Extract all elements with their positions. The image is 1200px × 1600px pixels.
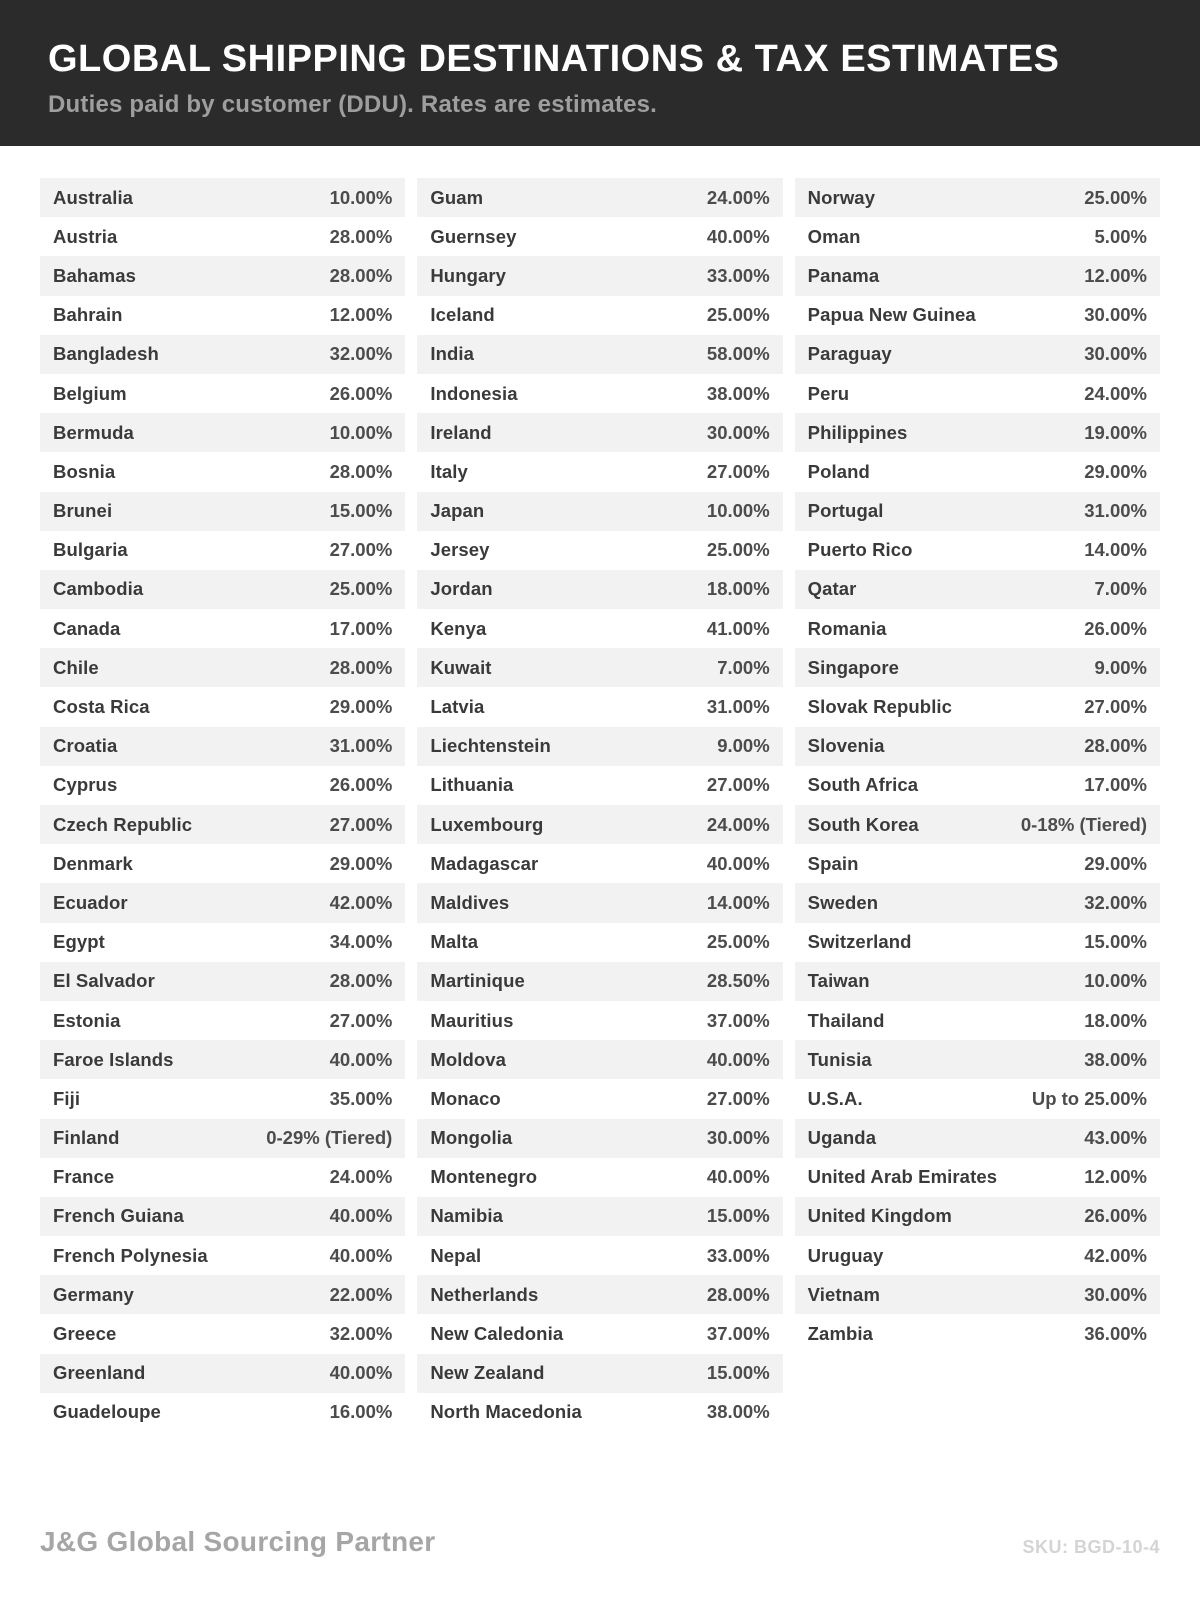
rate-value: 31.00% bbox=[1084, 500, 1147, 522]
rate-value: 0-18% (Tiered) bbox=[1020, 813, 1147, 835]
rate-value: 40.00% bbox=[706, 1166, 770, 1188]
rate-value: 26.00% bbox=[1084, 617, 1147, 639]
country-name: North Macedonia bbox=[430, 1401, 582, 1423]
rate-value: 28.00% bbox=[329, 264, 393, 286]
table-row bbox=[40, 335, 405, 374]
country-name: Oman bbox=[807, 225, 861, 247]
rate-value: 30.00% bbox=[1084, 343, 1147, 365]
rate-value: 27.00% bbox=[706, 460, 770, 482]
country-name: Bangladesh bbox=[53, 343, 159, 365]
rate-value: 12.00% bbox=[1084, 264, 1147, 286]
rates-column bbox=[795, 178, 1160, 1432]
table-row bbox=[417, 374, 782, 413]
country-name: Hungary bbox=[430, 264, 507, 286]
rate-value: 25.00% bbox=[706, 931, 770, 953]
country-name: Sweden bbox=[807, 891, 879, 913]
country-name: Lithuania bbox=[430, 774, 514, 796]
country-name: Namibia bbox=[430, 1205, 503, 1227]
country-name: New Caledonia bbox=[430, 1323, 564, 1345]
table-row bbox=[40, 883, 405, 922]
country-name: Maldives bbox=[430, 891, 510, 913]
country-name: Australia bbox=[53, 186, 134, 208]
country-name: Ireland bbox=[430, 421, 492, 443]
table-row bbox=[795, 570, 1160, 609]
country-name: Nepal bbox=[430, 1244, 482, 1266]
rate-value: 24.00% bbox=[1084, 382, 1147, 404]
table-row bbox=[795, 1197, 1160, 1236]
country-name: Guadeloupe bbox=[53, 1401, 161, 1423]
country-name: Bermuda bbox=[53, 421, 134, 443]
table-row bbox=[795, 217, 1160, 256]
table-row bbox=[795, 452, 1160, 491]
table-row bbox=[795, 374, 1160, 413]
rate-value: 40.00% bbox=[706, 1048, 770, 1070]
table-row bbox=[795, 805, 1160, 844]
country-name: Peru bbox=[807, 382, 850, 404]
country-name: Paraguay bbox=[807, 343, 892, 365]
rate-value: 32.00% bbox=[1084, 891, 1147, 913]
table-row bbox=[417, 844, 782, 883]
country-name: Iceland bbox=[430, 304, 495, 326]
table-row bbox=[40, 1393, 405, 1432]
rate-value: 15.00% bbox=[1084, 931, 1147, 953]
table-row bbox=[417, 256, 782, 295]
rate-value: 38.00% bbox=[706, 382, 770, 404]
table-row bbox=[417, 1236, 782, 1275]
rate-value: 41.00% bbox=[706, 617, 770, 639]
table-row bbox=[417, 687, 782, 726]
table-row bbox=[40, 1040, 405, 1079]
table-row bbox=[795, 727, 1160, 766]
rate-value: 27.00% bbox=[329, 1009, 393, 1031]
table-row bbox=[795, 296, 1160, 335]
rate-value: 25.00% bbox=[329, 578, 393, 600]
table-row bbox=[417, 413, 782, 452]
table-row bbox=[795, 178, 1160, 217]
table-row bbox=[417, 1197, 782, 1236]
rate-value: 15.00% bbox=[329, 500, 393, 522]
rate-value: 38.00% bbox=[706, 1401, 770, 1423]
rate-value: 15.00% bbox=[706, 1362, 770, 1384]
table-row bbox=[417, 531, 782, 570]
table-row bbox=[795, 1119, 1160, 1158]
rate-value: 29.00% bbox=[1084, 852, 1147, 874]
rate-value: 28.00% bbox=[1084, 735, 1147, 757]
country-name: Uruguay bbox=[807, 1244, 884, 1266]
country-name: Kenya bbox=[430, 617, 487, 639]
table-row bbox=[40, 1197, 405, 1236]
rate-value: 30.00% bbox=[706, 421, 770, 443]
rate-value: 29.00% bbox=[329, 696, 393, 718]
rate-value: 10.00% bbox=[706, 500, 770, 522]
table-row bbox=[417, 178, 782, 217]
table-row bbox=[795, 256, 1160, 295]
country-name: United Arab Emirates bbox=[807, 1166, 998, 1188]
country-name: Moldova bbox=[430, 1048, 507, 1070]
country-name: Croatia bbox=[53, 735, 118, 757]
table-row bbox=[40, 648, 405, 687]
rate-value: 40.00% bbox=[329, 1244, 393, 1266]
rate-value: 33.00% bbox=[706, 264, 770, 286]
table-row bbox=[40, 178, 405, 217]
country-name: U.S.A. bbox=[807, 1087, 863, 1109]
country-name: Madagascar bbox=[430, 852, 539, 874]
country-name: Chile bbox=[53, 656, 99, 678]
country-name: French Guiana bbox=[53, 1205, 184, 1227]
sku-label: SKU: BGD-10-4 bbox=[1022, 1537, 1160, 1557]
rate-value: 0-29% (Tiered) bbox=[266, 1127, 393, 1149]
country-name: Puerto Rico bbox=[807, 539, 913, 561]
rate-value: 37.00% bbox=[706, 1323, 770, 1345]
rate-value: 40.00% bbox=[706, 225, 770, 247]
table-row bbox=[40, 413, 405, 452]
country-name: Japan bbox=[430, 500, 485, 522]
table-row bbox=[795, 844, 1160, 883]
country-name: Monaco bbox=[430, 1087, 501, 1109]
rate-value: 30.00% bbox=[1084, 304, 1147, 326]
rate-value: 28.00% bbox=[706, 1283, 770, 1305]
country-name: Indonesia bbox=[430, 382, 518, 404]
rate-value: 7.00% bbox=[1094, 578, 1147, 600]
rate-value: 18.00% bbox=[706, 578, 770, 600]
table-row bbox=[417, 1275, 782, 1314]
rate-value: 28.00% bbox=[329, 225, 393, 247]
rate-value: 27.00% bbox=[706, 1087, 770, 1109]
rate-value: 25.00% bbox=[706, 539, 770, 561]
rate-value: 28.00% bbox=[329, 656, 393, 678]
table-row bbox=[417, 883, 782, 922]
table-row bbox=[417, 962, 782, 1001]
country-name: South Korea bbox=[807, 813, 919, 835]
table-row bbox=[795, 1158, 1160, 1197]
table-row bbox=[795, 1314, 1160, 1353]
country-name: Slovenia bbox=[807, 735, 885, 757]
country-name: Jersey bbox=[430, 539, 490, 561]
country-name: Liechtenstein bbox=[430, 735, 551, 757]
table-row bbox=[417, 1119, 782, 1158]
table-row bbox=[40, 1001, 405, 1040]
country-name: Fiji bbox=[53, 1087, 81, 1109]
rate-value: 18.00% bbox=[1084, 1009, 1147, 1031]
table-row bbox=[417, 727, 782, 766]
country-name: Ecuador bbox=[53, 891, 128, 913]
rate-value: 9.00% bbox=[1094, 656, 1147, 678]
country-name: French Polynesia bbox=[53, 1244, 208, 1266]
table-row bbox=[417, 648, 782, 687]
table-row bbox=[417, 1001, 782, 1040]
rate-value: 28.50% bbox=[706, 970, 770, 992]
rate-value: 40.00% bbox=[329, 1362, 393, 1384]
table-row bbox=[417, 217, 782, 256]
table-row bbox=[417, 923, 782, 962]
country-name: Slovak Republic bbox=[807, 696, 953, 718]
table-row bbox=[795, 609, 1160, 648]
table-row bbox=[795, 883, 1160, 922]
table-row bbox=[795, 1040, 1160, 1079]
table-row bbox=[40, 1275, 405, 1314]
rate-value: 26.00% bbox=[1084, 1205, 1147, 1227]
country-name: Singapore bbox=[807, 656, 900, 678]
table-row bbox=[795, 962, 1160, 1001]
rate-value: 10.00% bbox=[1084, 970, 1147, 992]
country-name: Canada bbox=[53, 617, 121, 639]
rate-value: 12.00% bbox=[329, 304, 393, 326]
country-name: Panama bbox=[807, 264, 880, 286]
rate-value: 30.00% bbox=[1084, 1283, 1147, 1305]
table-row bbox=[417, 1314, 782, 1353]
table-row bbox=[40, 452, 405, 491]
rate-value: 15.00% bbox=[706, 1205, 770, 1227]
page-header bbox=[0, 0, 1200, 146]
country-name: Norway bbox=[807, 186, 876, 208]
rate-value: 31.00% bbox=[706, 696, 770, 718]
table-row bbox=[40, 1314, 405, 1353]
country-name: Greece bbox=[53, 1323, 117, 1345]
rate-value: 25.00% bbox=[706, 304, 770, 326]
country-name: Estonia bbox=[53, 1009, 121, 1031]
country-name: Cambodia bbox=[53, 578, 144, 600]
country-name: France bbox=[53, 1166, 115, 1188]
table-row bbox=[795, 1001, 1160, 1040]
rate-value: 14.00% bbox=[706, 891, 770, 913]
rate-value: Up to 25.00% bbox=[1031, 1087, 1147, 1109]
table-row bbox=[40, 217, 405, 256]
rate-value: 27.00% bbox=[329, 813, 393, 835]
country-name: Guam bbox=[430, 186, 484, 208]
table-row bbox=[40, 492, 405, 531]
table-row bbox=[40, 766, 405, 805]
country-name: Spain bbox=[807, 852, 859, 874]
table-row bbox=[795, 335, 1160, 374]
table-row bbox=[417, 805, 782, 844]
country-name: Malta bbox=[430, 931, 479, 953]
rate-value: 24.00% bbox=[706, 186, 770, 208]
table-row bbox=[795, 687, 1160, 726]
rate-value: 29.00% bbox=[329, 852, 393, 874]
table-row bbox=[417, 609, 782, 648]
table-row bbox=[40, 687, 405, 726]
table-row bbox=[417, 296, 782, 335]
table-row bbox=[795, 648, 1160, 687]
rate-value: 26.00% bbox=[329, 382, 393, 404]
country-name: New Zealand bbox=[430, 1362, 545, 1384]
country-name: Bosnia bbox=[53, 460, 116, 482]
country-name: Czech Republic bbox=[53, 813, 193, 835]
rate-value: 32.00% bbox=[329, 343, 393, 365]
rate-value: 28.00% bbox=[329, 460, 393, 482]
country-name: Cyprus bbox=[53, 774, 118, 796]
country-name: Bahamas bbox=[53, 264, 136, 286]
country-name: Martinique bbox=[430, 970, 525, 992]
rate-value: 32.00% bbox=[329, 1323, 393, 1345]
rate-value: 40.00% bbox=[329, 1205, 393, 1227]
rate-value: 24.00% bbox=[329, 1166, 393, 1188]
country-name: Kuwait bbox=[430, 656, 492, 678]
table-row bbox=[40, 1236, 405, 1275]
rate-value: 40.00% bbox=[329, 1048, 393, 1070]
rate-value: 5.00% bbox=[1094, 225, 1147, 247]
country-name: Romania bbox=[807, 617, 887, 639]
country-name: Philippines bbox=[807, 421, 908, 443]
country-name: Finland bbox=[53, 1127, 120, 1149]
country-name: Uganda bbox=[807, 1127, 877, 1149]
table-row bbox=[40, 531, 405, 570]
country-name: Belgium bbox=[53, 382, 127, 404]
table-row bbox=[795, 531, 1160, 570]
table-row bbox=[417, 1079, 782, 1118]
rates-column bbox=[417, 178, 782, 1432]
table-row bbox=[40, 1079, 405, 1118]
rate-value: 37.00% bbox=[706, 1009, 770, 1031]
rates-table bbox=[0, 146, 1200, 1432]
page-subtitle: Duties paid by customer (DDU). Rates are estimates. bbox=[48, 91, 658, 118]
rate-value: 28.00% bbox=[329, 970, 393, 992]
country-name: Latvia bbox=[430, 696, 485, 718]
country-name: Thailand bbox=[807, 1009, 885, 1031]
table-row bbox=[40, 727, 405, 766]
country-name: Zambia bbox=[807, 1323, 874, 1345]
table-row bbox=[417, 452, 782, 491]
country-name: Papua New Guinea bbox=[807, 304, 976, 326]
table-row bbox=[40, 844, 405, 883]
country-name: Portugal bbox=[807, 500, 884, 522]
rate-value: 43.00% bbox=[1084, 1127, 1147, 1149]
rate-value: 12.00% bbox=[1084, 1166, 1147, 1188]
table-row bbox=[417, 492, 782, 531]
rate-value: 40.00% bbox=[706, 852, 770, 874]
table-row bbox=[417, 766, 782, 805]
rate-value: 27.00% bbox=[1084, 696, 1147, 718]
rate-value: 27.00% bbox=[706, 774, 770, 796]
table-row bbox=[795, 492, 1160, 531]
table-row bbox=[40, 374, 405, 413]
table-row bbox=[795, 1275, 1160, 1314]
country-name: Tunisia bbox=[807, 1048, 872, 1070]
country-name: Brunei bbox=[53, 500, 113, 522]
rate-value: 24.00% bbox=[706, 813, 770, 835]
country-name: India bbox=[430, 343, 474, 365]
country-name: Poland bbox=[807, 460, 870, 482]
table-row bbox=[40, 962, 405, 1001]
rate-value: 19.00% bbox=[1084, 421, 1147, 443]
table-row bbox=[417, 1354, 782, 1393]
country-name: Bulgaria bbox=[53, 539, 128, 561]
country-name: Austria bbox=[53, 225, 118, 247]
rate-value: 17.00% bbox=[329, 617, 393, 639]
country-name: Costa Rica bbox=[53, 696, 150, 718]
rate-value: 42.00% bbox=[329, 891, 393, 913]
table-row bbox=[40, 805, 405, 844]
table-row bbox=[40, 1158, 405, 1197]
country-name: Mongolia bbox=[430, 1127, 513, 1149]
table-row bbox=[795, 766, 1160, 805]
table-row bbox=[40, 570, 405, 609]
country-name: Mauritius bbox=[430, 1009, 514, 1031]
table-row bbox=[795, 1079, 1160, 1118]
country-name: Italy bbox=[430, 460, 468, 482]
table-row bbox=[417, 1393, 782, 1432]
rate-value: 38.00% bbox=[1084, 1048, 1147, 1070]
table-row bbox=[417, 1040, 782, 1079]
country-name: Netherlands bbox=[430, 1283, 539, 1305]
country-name: El Salvador bbox=[53, 970, 155, 992]
table-row bbox=[40, 1354, 405, 1393]
country-name: Guernsey bbox=[430, 225, 517, 247]
country-name: Vietnam bbox=[807, 1283, 880, 1305]
rate-value: 14.00% bbox=[1084, 539, 1147, 561]
rate-value: 31.00% bbox=[329, 735, 393, 757]
table-row bbox=[417, 335, 782, 374]
country-name: Jordan bbox=[430, 578, 493, 600]
country-name: Qatar bbox=[807, 578, 857, 600]
table-row bbox=[417, 570, 782, 609]
rate-value: 35.00% bbox=[329, 1087, 393, 1109]
rate-value: 16.00% bbox=[329, 1401, 393, 1423]
country-name: Denmark bbox=[53, 852, 133, 874]
rate-value: 33.00% bbox=[706, 1244, 770, 1266]
rate-value: 9.00% bbox=[717, 735, 770, 757]
rates-column bbox=[40, 178, 405, 1432]
rate-value: 36.00% bbox=[1084, 1323, 1147, 1345]
table-row bbox=[40, 296, 405, 335]
rate-value: 10.00% bbox=[329, 421, 393, 443]
rate-value: 26.00% bbox=[329, 774, 393, 796]
rate-value: 30.00% bbox=[706, 1127, 770, 1149]
rate-value: 42.00% bbox=[1084, 1244, 1147, 1266]
rate-value: 22.00% bbox=[329, 1283, 393, 1305]
rate-value: 34.00% bbox=[329, 931, 393, 953]
country-name: Bahrain bbox=[53, 304, 123, 326]
country-name: South Africa bbox=[807, 774, 919, 796]
country-name: United Kingdom bbox=[807, 1205, 952, 1227]
country-name: Taiwan bbox=[807, 970, 870, 992]
page-title: GLOBAL SHIPPING DESTINATIONS & TAX ESTIMATES bbox=[48, 38, 1060, 80]
rate-value: 29.00% bbox=[1084, 460, 1147, 482]
country-name: Luxembourg bbox=[430, 813, 544, 835]
rate-value: 58.00% bbox=[706, 343, 770, 365]
page-footer bbox=[40, 1526, 1160, 1558]
rate-value: 27.00% bbox=[329, 539, 393, 561]
rate-value: 10.00% bbox=[329, 186, 393, 208]
table-row bbox=[417, 1158, 782, 1197]
country-name: Greenland bbox=[53, 1362, 146, 1384]
rate-value: 7.00% bbox=[717, 656, 770, 678]
country-name: Egypt bbox=[53, 931, 105, 953]
country-name: Faroe Islands bbox=[53, 1048, 174, 1070]
table-row bbox=[40, 923, 405, 962]
table-row bbox=[795, 413, 1160, 452]
rate-value: 17.00% bbox=[1084, 774, 1147, 796]
brand-name: J&G Global Sourcing Partner bbox=[40, 1526, 436, 1557]
table-row bbox=[795, 1236, 1160, 1275]
table-row bbox=[40, 1119, 405, 1158]
country-name: Germany bbox=[53, 1283, 134, 1305]
country-name: Montenegro bbox=[430, 1166, 538, 1188]
country-name: Switzerland bbox=[807, 931, 912, 953]
rate-value: 25.00% bbox=[1084, 186, 1147, 208]
table-row bbox=[40, 609, 405, 648]
table-row bbox=[40, 256, 405, 295]
table-row bbox=[795, 923, 1160, 962]
